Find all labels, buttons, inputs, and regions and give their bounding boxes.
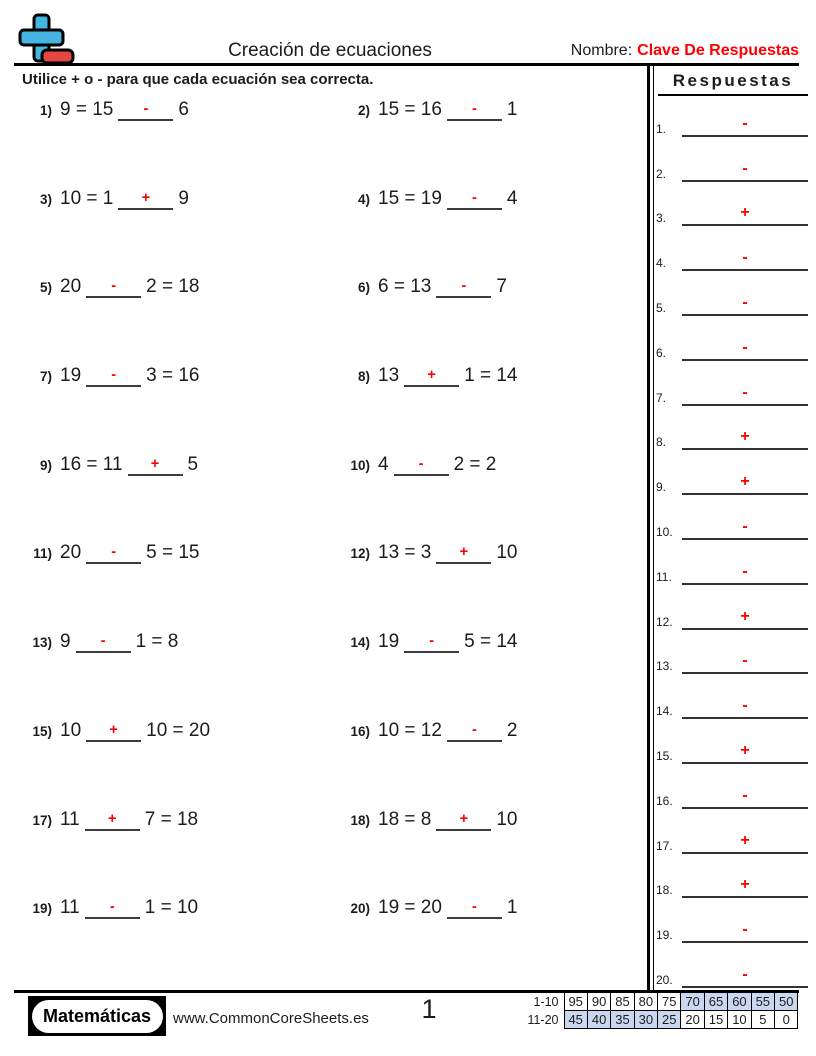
equation-post: 10 xyxy=(496,808,518,830)
problem-number: 6) xyxy=(357,280,370,296)
problem-number: 7) xyxy=(39,369,52,385)
answer-blank xyxy=(447,186,502,210)
score-row-label: 11-20 xyxy=(527,1012,559,1027)
answer-mark: + xyxy=(150,455,160,472)
answer-row xyxy=(656,137,808,182)
answer-line xyxy=(682,921,808,943)
answer-row xyxy=(656,361,808,406)
equation-post: 5 xyxy=(187,453,199,475)
answer-row xyxy=(656,585,808,630)
score-cell: 95 xyxy=(564,993,587,1011)
problem-number: 20) xyxy=(350,901,370,917)
answer-number: 5. xyxy=(656,300,667,315)
answer-key-mark: + xyxy=(740,741,750,759)
answer-row xyxy=(656,630,808,675)
answer-mark: - xyxy=(472,101,477,117)
answer-key-mark: - xyxy=(742,562,748,580)
answer-mark: - xyxy=(111,544,117,561)
answer-mark: - xyxy=(429,633,435,650)
problem-item xyxy=(24,363,342,452)
answer-key-mark: - xyxy=(742,249,748,267)
score-row-label: 1-10 xyxy=(533,994,559,1009)
answer-mark: + xyxy=(141,189,151,206)
answer-mark: - xyxy=(109,899,115,916)
answer-key-mark: - xyxy=(742,114,748,132)
problem-item xyxy=(342,186,646,275)
answer-key-mark: - xyxy=(742,338,748,356)
score-cell: 60 xyxy=(728,993,751,1011)
problem-item xyxy=(342,97,646,186)
problem-number: 12) xyxy=(350,546,370,562)
equation-post: 5 = 15 xyxy=(146,542,200,564)
answer-blank xyxy=(118,97,173,121)
answer-number: 7. xyxy=(656,390,667,405)
problem-item xyxy=(342,807,646,896)
answer-line xyxy=(682,742,808,764)
answer-key-mark: + xyxy=(740,876,750,894)
equation-pre: 20 xyxy=(60,542,82,564)
answer-blank xyxy=(86,718,141,742)
score-cell: 0 xyxy=(775,1011,798,1029)
answer-number: 12. xyxy=(656,614,673,629)
equation-pre: 9 xyxy=(60,631,71,653)
problem-number: 9) xyxy=(39,457,52,473)
score-cell: 10 xyxy=(728,1011,751,1029)
answer-number: 4. xyxy=(656,256,667,271)
answer-row xyxy=(656,495,808,540)
answer-mark: + xyxy=(459,810,469,827)
equation-pre: 13 = 3 xyxy=(378,542,432,564)
page-number: 1 xyxy=(421,994,437,1024)
problem-item xyxy=(24,629,342,718)
score-cell: 65 xyxy=(704,993,727,1011)
brand-logo xyxy=(28,996,166,1036)
problem-number: 4) xyxy=(357,191,370,207)
equation-pre: 16 = 11 xyxy=(60,453,123,475)
answer-line xyxy=(682,294,808,316)
answer-number: 9. xyxy=(656,480,667,495)
answer-blank xyxy=(447,718,502,742)
problem-item xyxy=(342,540,646,629)
equation-pre: 10 = 12 xyxy=(378,719,442,741)
answer-row xyxy=(656,406,808,451)
problem-number: 14) xyxy=(350,635,370,651)
equation-post: 1 xyxy=(506,897,518,919)
answer-number: 18. xyxy=(656,883,673,898)
answer-line xyxy=(682,966,808,988)
answer-blank xyxy=(436,540,491,564)
answer-key-mark: - xyxy=(742,517,748,535)
equation-post: 10 xyxy=(496,542,518,564)
answer-blank xyxy=(404,363,459,387)
answer-mark: - xyxy=(111,278,117,295)
answer-line xyxy=(682,339,808,361)
answer-number: 15. xyxy=(656,748,673,763)
score-cell: 20 xyxy=(681,1011,704,1029)
equation-pre: 11 xyxy=(60,808,80,830)
equation-post: 9 xyxy=(178,187,189,209)
answer-mark: - xyxy=(472,721,477,738)
problem-number: 17) xyxy=(32,812,52,828)
equation-pre: 10 xyxy=(60,719,82,741)
answer-line xyxy=(682,473,808,495)
answer-mark: - xyxy=(418,455,424,472)
problem-item xyxy=(24,718,342,807)
answer-row xyxy=(656,719,808,764)
name-label: Nombre: xyxy=(570,42,633,59)
answer-row xyxy=(656,943,808,988)
answer-number: 13. xyxy=(656,659,673,674)
answer-blank xyxy=(85,895,140,919)
answer-blank xyxy=(118,186,173,210)
answer-key-mark: + xyxy=(740,428,750,446)
answer-mark: - xyxy=(472,899,477,916)
problem-number: 13) xyxy=(32,635,52,651)
answer-row xyxy=(656,540,808,585)
problem-number: 5) xyxy=(39,280,52,296)
answer-line xyxy=(682,608,808,630)
answer-number: 20. xyxy=(656,972,673,987)
answer-number: 8. xyxy=(656,435,667,450)
score-cell: 25 xyxy=(658,1011,681,1029)
equation-pre: 15 = 19 xyxy=(378,187,442,209)
score-row xyxy=(504,993,798,1011)
answer-number: 16. xyxy=(656,793,673,808)
answer-mark: + xyxy=(109,721,118,738)
answer-blank xyxy=(436,274,491,298)
problem-item xyxy=(342,274,646,363)
equation-post: 6 xyxy=(178,99,189,120)
answer-line xyxy=(682,652,808,674)
answer-blank xyxy=(76,629,131,653)
equation-post: 4 xyxy=(506,187,518,209)
equation-pre: 18 = 8 xyxy=(378,808,432,830)
problem-item xyxy=(24,186,342,275)
answer-blank xyxy=(447,895,502,919)
equation-post: 2 = 18 xyxy=(146,276,200,298)
answer-row xyxy=(656,226,808,271)
equation-pre: 9 = 15 xyxy=(60,99,114,120)
equation-post: 3 = 16 xyxy=(146,365,200,387)
answer-blank xyxy=(86,363,141,387)
answer-row xyxy=(656,450,808,495)
answer-row xyxy=(656,674,808,719)
answer-key-mark: - xyxy=(742,697,748,715)
answer-key-mark: + xyxy=(740,204,750,222)
equation-pre: 10 = 1 xyxy=(60,187,114,209)
answer-mark: + xyxy=(459,544,469,561)
problem-item xyxy=(24,97,342,186)
answer-key-mark: + xyxy=(740,607,750,625)
answer-blank xyxy=(436,807,491,831)
answer-mark: - xyxy=(461,278,467,295)
problem-number: 15) xyxy=(32,723,52,739)
equation-post: 1 xyxy=(506,99,518,120)
answer-row xyxy=(656,182,808,227)
answer-key-mark: - xyxy=(742,293,748,311)
answer-line xyxy=(682,428,808,450)
equation-pre: 19 = 20 xyxy=(378,897,442,919)
score-cell: 35 xyxy=(611,1011,634,1029)
equation-pre: 11 xyxy=(60,897,80,919)
problem-number: 2) xyxy=(357,103,370,118)
answer-number: 17. xyxy=(656,838,673,853)
answer-row xyxy=(656,764,808,809)
problem-item xyxy=(342,895,646,984)
answer-number: 14. xyxy=(656,704,673,719)
answer-key-mark: - xyxy=(742,921,748,939)
equation-post: 1 = 10 xyxy=(144,897,199,919)
answer-number: 10. xyxy=(656,524,673,539)
score-cell: 75 xyxy=(658,993,681,1011)
answer-row xyxy=(656,854,808,899)
problem-item xyxy=(24,807,342,896)
answer-line xyxy=(682,518,808,540)
problem-number: 1) xyxy=(39,103,52,118)
score-cell: 90 xyxy=(587,993,610,1011)
answer-blank xyxy=(86,274,141,298)
answer-mark: + xyxy=(427,367,436,384)
answer-blank xyxy=(394,452,449,476)
answer-blank xyxy=(85,807,140,831)
equation-post: 2 xyxy=(506,719,518,741)
score-cell: 55 xyxy=(751,993,774,1011)
answer-line xyxy=(682,787,808,809)
equation-pre: 4 xyxy=(378,453,389,475)
answer-line xyxy=(682,832,808,854)
score-cell: 80 xyxy=(634,993,657,1011)
answer-number: 6. xyxy=(656,345,667,360)
answer-key-mark: + xyxy=(740,473,750,491)
answer-row xyxy=(656,316,808,361)
equation-post: 2 = 2 xyxy=(453,453,497,475)
score-cell: 15 xyxy=(704,1011,727,1029)
score-cell: 5 xyxy=(751,1011,774,1029)
answer-line xyxy=(682,160,808,182)
answer-mark: - xyxy=(143,101,149,117)
equation-post: 10 = 20 xyxy=(146,719,211,741)
answer-key-mark: - xyxy=(742,652,748,670)
sidebar-divider-thin xyxy=(653,66,654,990)
problem-item xyxy=(24,452,342,541)
answer-row xyxy=(656,809,808,854)
answer-row xyxy=(656,271,808,316)
name-area xyxy=(571,42,799,60)
answer-key-mark: - xyxy=(742,786,748,804)
answer-mark: - xyxy=(111,367,117,384)
answer-blank xyxy=(447,97,502,121)
score-cell: 45 xyxy=(564,1011,587,1029)
answer-number: 19. xyxy=(656,928,673,943)
worksheet-title: Creación de ecuaciones xyxy=(228,40,432,61)
answer-line xyxy=(682,115,808,137)
answer-number: 3. xyxy=(656,211,667,226)
answer-line xyxy=(682,384,808,406)
problem-item xyxy=(342,363,646,452)
answer-key-mark: + xyxy=(740,831,750,849)
instructions-text: Utilice + o - para que cada ecuación sea correcta. xyxy=(22,71,374,88)
problem-number: 16) xyxy=(350,723,370,739)
answer-row xyxy=(656,92,808,137)
equation-post: 5 = 14 xyxy=(464,631,518,653)
problem-number: 19) xyxy=(32,901,52,917)
equation-post: 1 = 14 xyxy=(464,365,518,387)
problem-number: 18) xyxy=(350,812,370,828)
problem-number: 3) xyxy=(39,191,52,207)
problem-item xyxy=(24,895,342,984)
answer-blank xyxy=(128,452,183,476)
score-cell: 50 xyxy=(775,993,798,1011)
equation-pre: 19 xyxy=(378,631,400,653)
equation-post: 7 xyxy=(496,276,507,298)
equation-pre: 20 xyxy=(60,276,82,298)
problem-item xyxy=(24,274,342,363)
score-table-body xyxy=(504,993,798,1029)
answer-line xyxy=(682,249,808,271)
answer-line xyxy=(682,697,808,719)
problem-number: 8) xyxy=(357,369,370,385)
problem-number: 10) xyxy=(350,457,370,473)
header-divider xyxy=(14,63,799,66)
problem-number: 11) xyxy=(33,546,52,562)
answers-panel-title: Respuestas xyxy=(658,71,808,96)
website-url: www.CommonCoreSheets.es xyxy=(173,1010,369,1027)
problem-item xyxy=(342,452,646,541)
score-cell: 70 xyxy=(681,993,704,1011)
answer-mark: - xyxy=(100,633,106,650)
answer-mark: + xyxy=(108,810,117,827)
equation-pre: 6 = 13 xyxy=(378,276,432,298)
answer-key-mark: - xyxy=(742,965,748,983)
answer-number: 1. xyxy=(656,121,667,136)
brand-label: Matemáticas xyxy=(32,1000,163,1033)
score-cell: 30 xyxy=(634,1011,657,1029)
problem-item xyxy=(342,718,646,807)
answer-blank xyxy=(86,540,141,564)
answer-blank xyxy=(404,629,459,653)
score-row xyxy=(504,1011,798,1029)
problem-item xyxy=(24,540,342,629)
equation-pre: 15 = 16 xyxy=(378,99,442,120)
problem-item xyxy=(342,629,646,718)
answer-row xyxy=(656,898,808,943)
answer-key-mark: - xyxy=(742,159,748,177)
sidebar-divider xyxy=(647,66,650,990)
answer-line xyxy=(682,204,808,226)
answer-line xyxy=(682,876,808,898)
answer-line xyxy=(682,563,808,585)
answer-number: 2. xyxy=(656,166,667,181)
equation-post: 1 = 8 xyxy=(135,631,179,653)
answer-key-mark: - xyxy=(742,383,748,401)
equation-pre: 19 xyxy=(60,365,82,387)
answer-number: 11. xyxy=(656,569,672,584)
answers-list xyxy=(656,92,808,988)
equation-pre: 13 xyxy=(378,365,400,387)
answer-mark: - xyxy=(472,189,477,206)
score-cell: 40 xyxy=(587,1011,610,1029)
score-cell: 85 xyxy=(611,993,634,1011)
name-value: Clave De Respuestas xyxy=(637,42,799,59)
problems-grid xyxy=(24,97,646,984)
score-table xyxy=(504,992,798,1029)
equation-post: 7 = 18 xyxy=(144,808,199,830)
